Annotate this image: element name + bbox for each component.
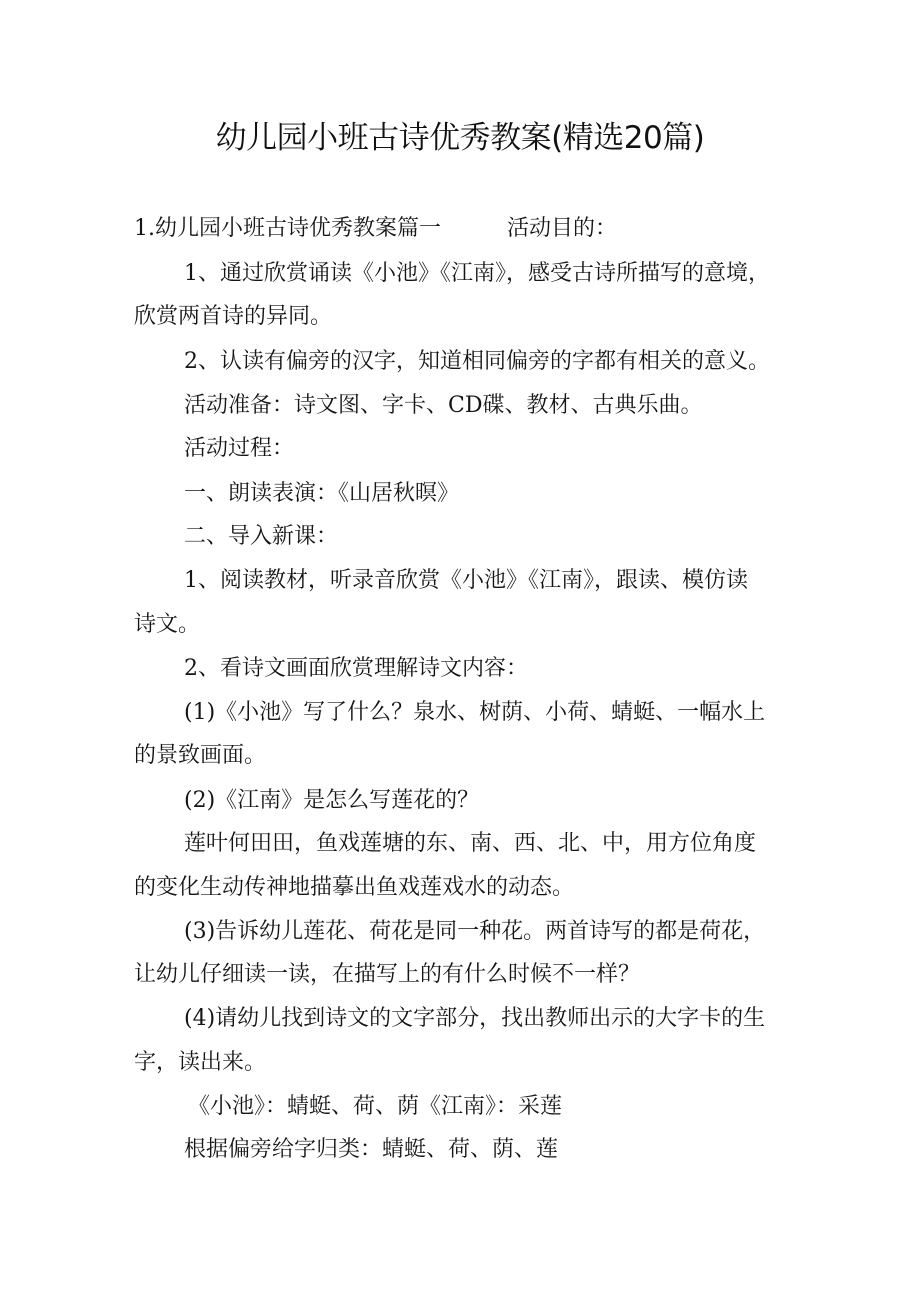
- paragraph-line: 欣赏两首诗的异同。: [134, 304, 333, 329]
- paragraph-line: 的变化生动传神地描摹出鱼戏莲戏水的动态。: [134, 875, 575, 900]
- paragraph-line: 二、导入新课：: [184, 524, 339, 549]
- paragraph-line: 字，读出来。: [134, 1050, 267, 1075]
- section-heading-line: [134, 214, 617, 244]
- paragraph-line: 活动过程：: [184, 436, 295, 461]
- paragraph-line: (1)《小池》写了什么？泉水、树荫、小荷、蜻蜓、一幅水上: [184, 700, 766, 725]
- paragraph-line: 1、阅读教材，听录音欣赏《小池》《江南》，跟读、模仿读: [184, 568, 748, 593]
- paragraph-line: 的景致画面。: [134, 743, 267, 768]
- paragraph-line: (4)请幼儿找到诗文的文字部分，找出教师出示的大字卡的生: [184, 1006, 766, 1031]
- paragraph-line: 2、认读有偏旁的汉字，知道相同偏旁的字都有相关的意义。: [184, 349, 770, 374]
- paragraph-line: 诗文。: [134, 612, 201, 637]
- paragraph-line: 2、看诗文画面欣赏理解诗文内容：: [184, 656, 528, 681]
- paragraph-line: 一、朗读表演：《山居秋暝》: [184, 481, 460, 506]
- paragraph-line: 1、通过欣赏诵读《小池》《江南》，感受古诗所描写的意境，: [184, 261, 770, 286]
- paragraph-line: 《小池》：蜻蜓、荷、荫《江南》：采莲: [188, 1094, 563, 1119]
- paragraph-line: 让幼儿仔细读一读，在描写上的有什么时候不一样？: [134, 962, 641, 987]
- section-heading: 1.幼儿园小班古诗优秀教案篇一: [134, 216, 441, 241]
- paragraph-line: (3)告诉幼儿莲花、荷花是同一种花。两首诗写的都是荷花，: [184, 919, 766, 944]
- document-title: 幼儿园小班古诗优秀教案(精选20篇): [215, 120, 705, 156]
- paragraph-line: 活动准备：诗文图、字卡、CD碟、教材、古典乐曲。: [184, 393, 703, 418]
- paragraph-line: 根据偏旁给字归类：蜻蜓、荷、荫、莲: [184, 1137, 559, 1162]
- paragraph-line: (2)《江南》是怎么写莲花的？: [184, 788, 480, 813]
- paragraph-line: 莲叶何田田，鱼戏莲塘的东、南、西、北、中，用方位角度: [184, 831, 757, 856]
- activity-goal-label: 活动目的：: [507, 216, 618, 241]
